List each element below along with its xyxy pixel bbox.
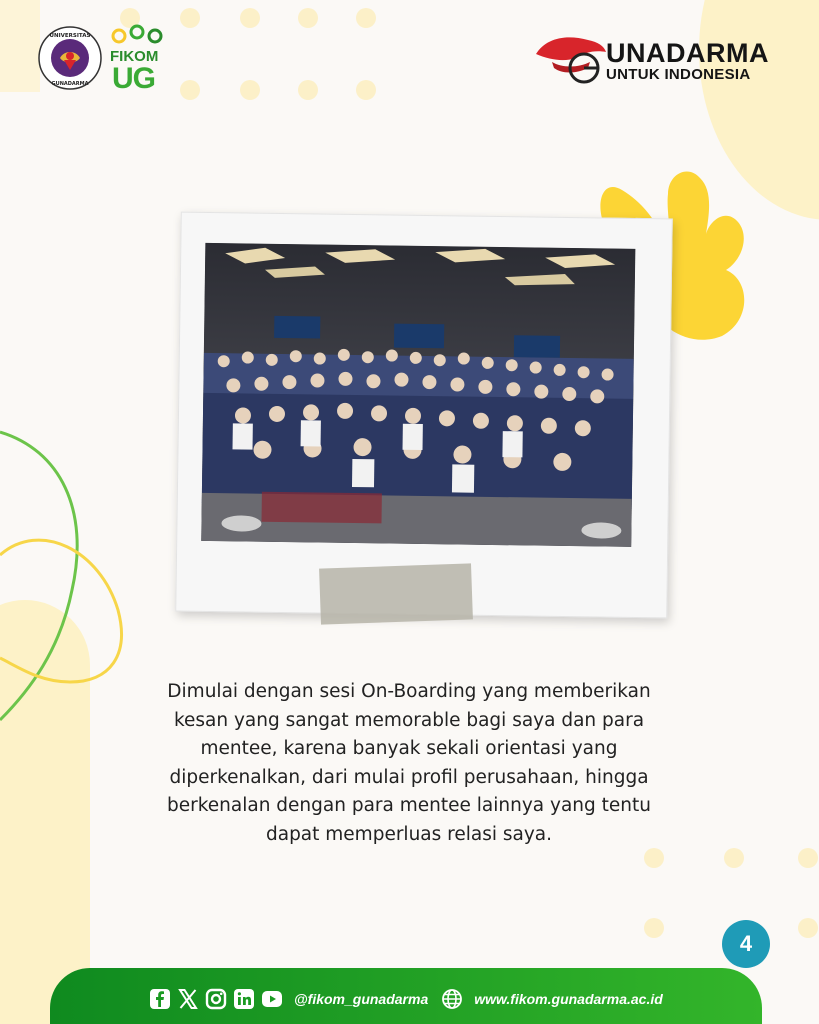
gunadarma-subtitle: UNTUK INDONESIA [606, 66, 751, 83]
fikom-label: FIKOM [110, 48, 159, 65]
tape-decoration [319, 563, 473, 624]
footer-handle[interactable]: @fikom_gunadarma [294, 991, 429, 1007]
linkedin-icon[interactable] [232, 987, 256, 1011]
body-line: dapat memperluas relasi saya. [265, 823, 553, 845]
body-line: diperkenalkan, dari mulai profil perusahaan, hingga [169, 766, 649, 788]
dot-decoration [644, 848, 664, 868]
body-line: berkenalan dengan para mentee lainnya yang tentu [167, 795, 651, 816]
body-line: Dimulai dengan sesi On-Boarding yang memberikan [167, 681, 651, 702]
gunadarma-eagle-logo [532, 32, 612, 88]
dot-decoration [356, 8, 376, 28]
facebook-icon[interactable] [148, 987, 172, 1011]
body-paragraph [110, 678, 708, 849]
dot-decoration [298, 80, 318, 100]
seal-text-top: UNIVERSITAS [49, 33, 91, 39]
youtube-icon[interactable] [260, 987, 284, 1011]
instagram-icon[interactable] [204, 987, 228, 1011]
university-seal-logo [38, 26, 102, 90]
body-line: kesan yang sangat memorable bagi saya dan para [173, 709, 645, 731]
dot-decoration [798, 918, 818, 938]
footer-website-link[interactable]: www.fikom.gunadarma.ac.id [474, 991, 663, 1007]
dot-decoration [798, 848, 818, 868]
fikom-circles-icon [110, 24, 166, 48]
dot-decoration [180, 80, 200, 100]
dot-decoration [298, 8, 318, 28]
body-line: mentee, karena banyak sekali orientasi yang [200, 738, 618, 759]
page-number-badge: 4 [722, 920, 770, 968]
globe-icon [440, 987, 464, 1011]
dot-decoration [240, 8, 260, 28]
fikom-ug-label: UG [112, 62, 155, 95]
footer-social-row [148, 986, 671, 1012]
dot-decoration [644, 918, 664, 938]
dot-decoration [724, 848, 744, 868]
dot-decoration [356, 80, 376, 100]
x-icon[interactable] [176, 987, 200, 1011]
dot-decoration [180, 8, 200, 28]
dot-decoration [240, 80, 260, 100]
polaroid-frame [175, 212, 673, 619]
group-photo [201, 243, 635, 547]
seal-text-bottom: GUNADARMA [51, 81, 89, 87]
gunadarma-title: UNADARMA [606, 38, 769, 68]
corner-decoration [0, 0, 40, 92]
